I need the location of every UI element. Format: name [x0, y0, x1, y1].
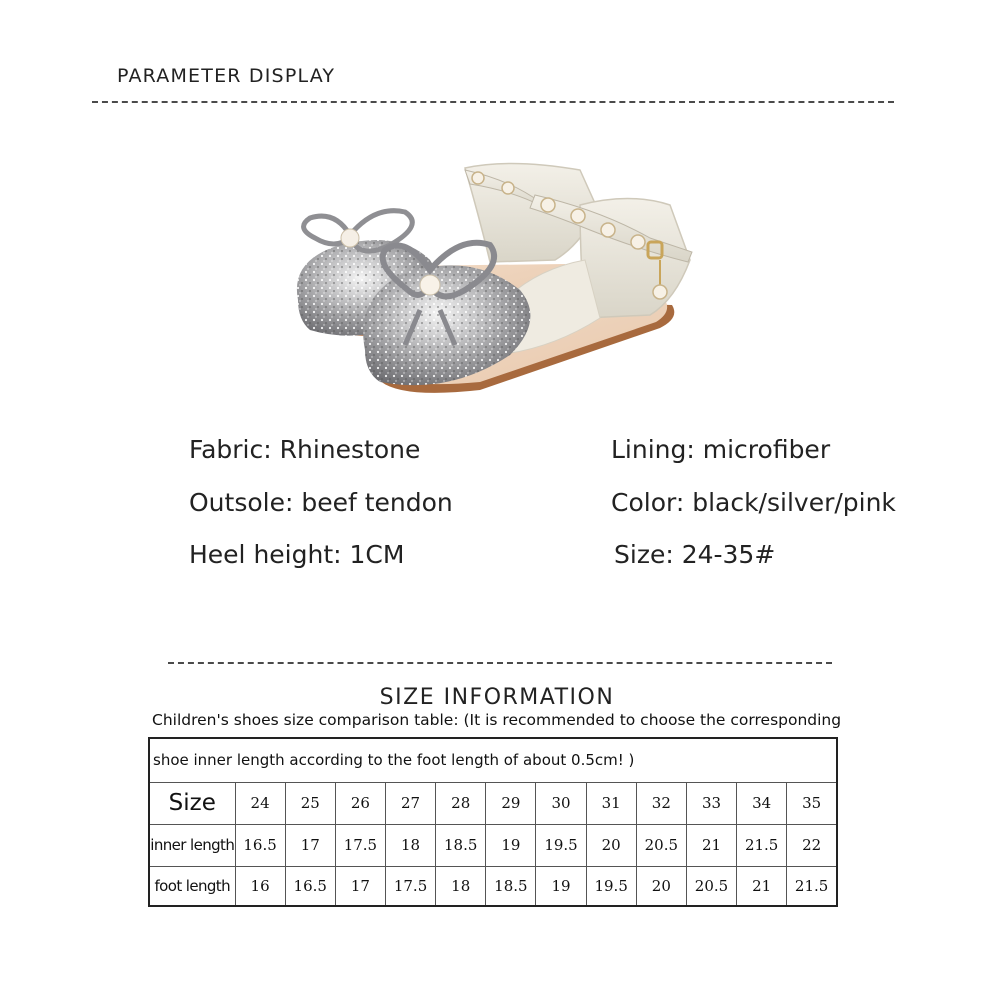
table-cell: 16.5: [285, 866, 335, 906]
table-cell: 18: [385, 824, 435, 866]
table-cell: 19.5: [586, 866, 636, 906]
table-row-foot-length: [149, 866, 837, 906]
parameter-display-title: PARAMETER DISPLAY: [117, 65, 336, 87]
table-cell: 21.5: [787, 866, 837, 906]
table-cell: 32: [636, 782, 686, 824]
table-cell: 18.5: [436, 824, 486, 866]
table-cell: 35: [787, 782, 837, 824]
table-cell: 17.5: [335, 824, 385, 866]
product-image: [280, 150, 710, 410]
table-cell: 21.5: [737, 824, 787, 866]
size-information-title: SIZE INFORMATION: [379, 685, 615, 710]
table-cell: 25: [285, 782, 335, 824]
table-cell: 17: [285, 824, 335, 866]
size-note-line2: shoe inner length according to the foot length of about 0.5cm! ): [149, 738, 837, 782]
table-cell: 28: [436, 782, 486, 824]
row-label-size: Size: [149, 782, 235, 824]
row-label-inner-length: inner length: [149, 824, 235, 866]
table-cell: 19.5: [536, 824, 586, 866]
row-label-foot-length: foot length: [149, 866, 235, 906]
table-cell: 24: [235, 782, 285, 824]
table-cell: 18.5: [486, 866, 536, 906]
table-cell: 19: [486, 824, 536, 866]
table-row-size: [149, 782, 837, 824]
size-table: [148, 737, 838, 907]
table-cell: 34: [737, 782, 787, 824]
size-note-row: [149, 738, 837, 782]
table-cell: 21: [737, 866, 787, 906]
spec-outsole: Outsole: beef tendon: [189, 488, 453, 517]
spec-lining: Lining: microfiber: [611, 435, 831, 464]
table-cell: 27: [385, 782, 435, 824]
table-cell: 20: [636, 866, 686, 906]
table-cell: 29: [486, 782, 536, 824]
spec-color: Color: black/silver/pink: [611, 488, 896, 517]
table-cell: 20.5: [686, 866, 736, 906]
table-cell: 19: [536, 866, 586, 906]
middle-divider: [168, 662, 832, 664]
table-cell: 18: [436, 866, 486, 906]
table-row-inner-length: [149, 824, 837, 866]
table-cell: 20.5: [636, 824, 686, 866]
table-cell: 30: [536, 782, 586, 824]
table-cell: 33: [686, 782, 736, 824]
spec-fabric: Fabric: Rhinestone: [189, 435, 421, 464]
size-note-line1: Children's shoes size comparison table: (It is recommended to choose the corresponding: [152, 711, 842, 729]
sandal-illustration: [280, 150, 710, 410]
spec-heel-height: Heel height: 1CM: [189, 540, 405, 569]
spec-size: Size: 24-35#: [614, 540, 776, 569]
table-cell: 17.5: [385, 866, 435, 906]
table-cell: 22: [787, 824, 837, 866]
table-cell: 16.5: [235, 824, 285, 866]
table-cell: 26: [335, 782, 385, 824]
table-cell: 21: [686, 824, 736, 866]
table-cell: 20: [586, 824, 636, 866]
table-cell: 31: [586, 782, 636, 824]
table-cell: 17: [335, 866, 385, 906]
table-cell: 16: [235, 866, 285, 906]
top-divider: [92, 101, 894, 103]
